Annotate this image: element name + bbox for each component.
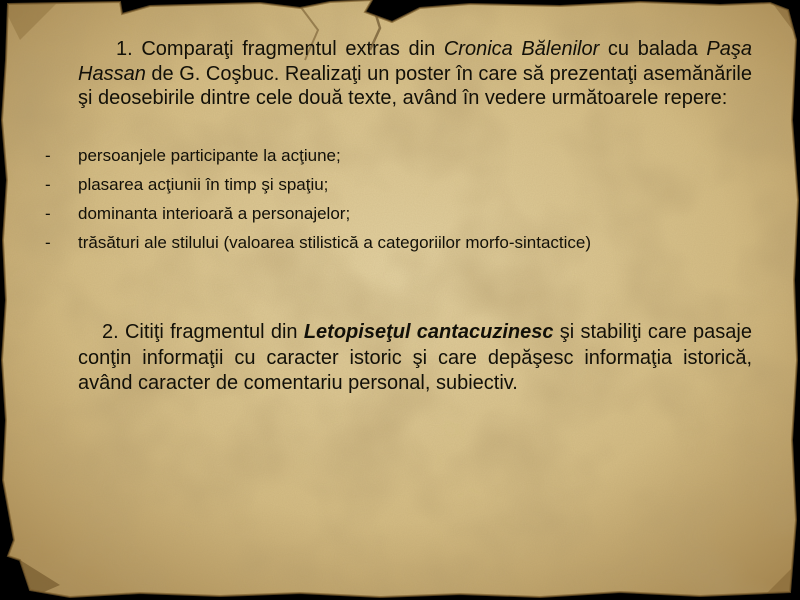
- bullet-dash: -: [45, 204, 51, 223]
- bullet-dash: -: [45, 175, 51, 194]
- list-item: [45, 175, 752, 204]
- criteria-list: [45, 146, 752, 262]
- exercise-1-title-cronica: Cronica Bălenilor: [443, 38, 600, 60]
- exercise-2-title-letopiset: Letopiseţul cantacuzinesc: [303, 321, 554, 343]
- exercise-2-part-1: Citiţi fragmentul din: [118, 321, 304, 343]
- list-item: [45, 233, 752, 262]
- exercise-2-number: 2.: [102, 321, 119, 343]
- list-item-text: plasarea acţiunii în timp şi spaţiu;: [78, 175, 329, 194]
- exercise-1-part-1: Comparaţi fragmentul extras din: [132, 38, 444, 60]
- bullet-dash: -: [45, 233, 51, 252]
- exercise-2-text: [78, 320, 752, 397]
- exercise-1-text: [78, 37, 752, 111]
- list-item-text: dominanta interioară a personajelor;: [78, 204, 351, 223]
- list-item: [45, 204, 752, 233]
- list-item-text: persoanjele participante la acţiune;: [78, 146, 341, 165]
- exercise-1-part-2: cu balada: [599, 38, 707, 60]
- exercise-1-title-pasa: Paşa Hassan: [78, 38, 753, 85]
- list-item: [45, 146, 752, 175]
- list-item-text: trăsături ale stilului (valoarea stilistică a categoriilor morfo-sintactice): [78, 233, 592, 252]
- exercise-1-number: 1.: [116, 38, 133, 60]
- bullet-dash: -: [45, 146, 51, 165]
- exercise-1-part-3: de G. Coşbuc. Realizaţi un poster în care să prezentaţi asemănările şi deosebirile dintre cele două texte, având în vedere următoarele repere:: [78, 62, 752, 109]
- exercise-2-part-2: şi stabiliţi care pasaje conţin informaţii cu caracter istoric şi care depăşesc informaţia istorică, având caracter de comentariu personal, subiectiv.: [78, 321, 752, 394]
